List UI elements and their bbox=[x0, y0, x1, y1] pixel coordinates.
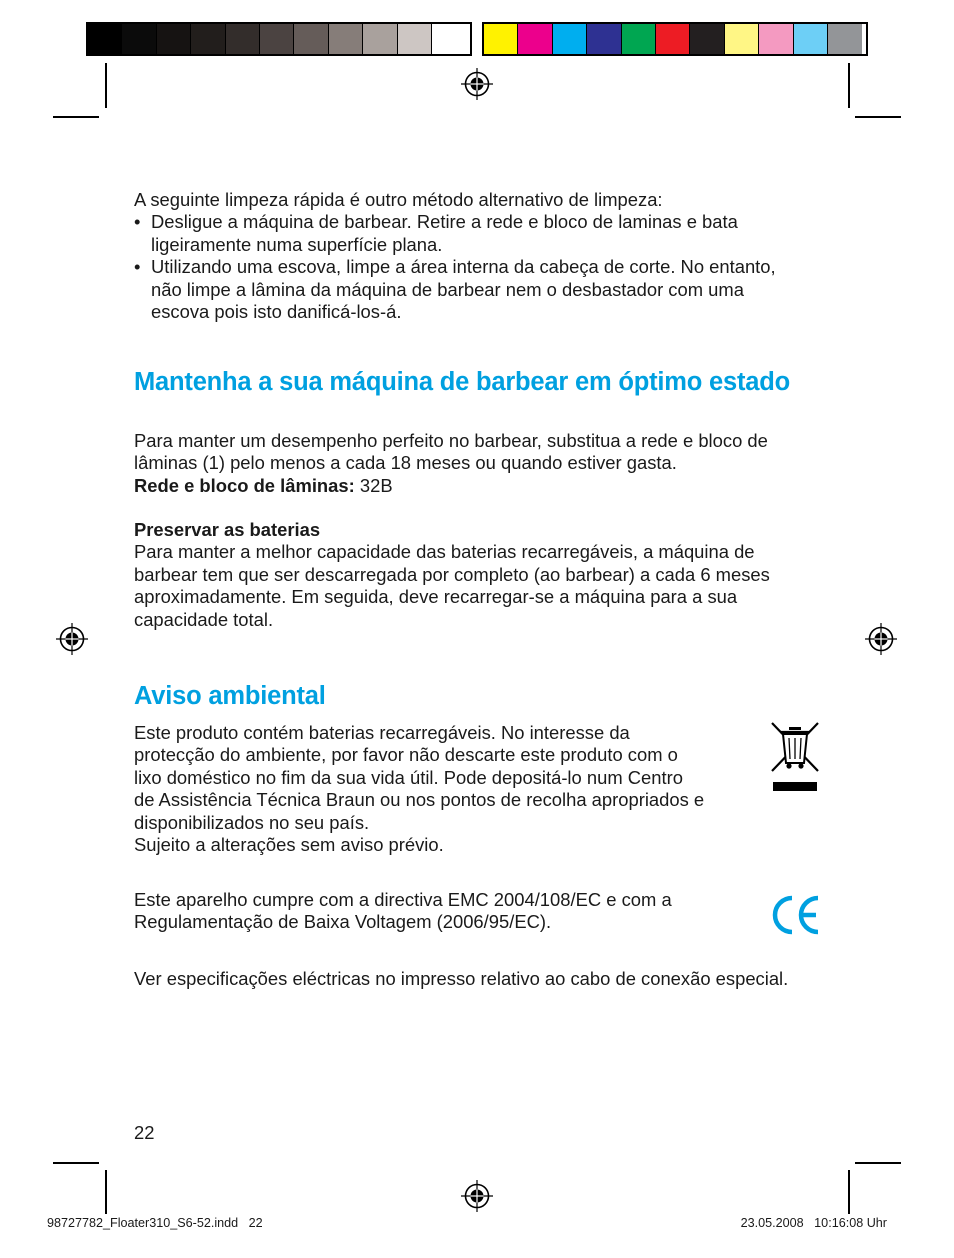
crop-mark bbox=[848, 63, 850, 108]
environment-section bbox=[134, 722, 706, 856]
color-swatch bbox=[553, 24, 587, 54]
gray-swatch bbox=[363, 24, 397, 54]
part-label: Rede e bloco de lâminas: bbox=[134, 474, 355, 496]
crop-mark bbox=[848, 1170, 850, 1214]
battery-section bbox=[134, 519, 794, 631]
gray-swatch bbox=[88, 24, 122, 54]
maintenance-heading: Mantenha a sua máquina de barbear em óptimo estado bbox=[134, 368, 790, 396]
gray-swatch bbox=[157, 24, 191, 54]
environment-heading: Aviso ambiental bbox=[134, 682, 326, 710]
registration-mark-icon bbox=[55, 622, 89, 656]
registration-mark-icon bbox=[460, 67, 494, 101]
page-number: 22 bbox=[134, 1122, 155, 1143]
list-item: • Utilizando uma escova, limpe a área interna da cabeça de corte. No entanto, não limpe a lâmina da máquina de barbear nem o desbastador com uma escova pois isto danificá-los-á. bbox=[134, 256, 806, 323]
crop-mark bbox=[105, 63, 107, 108]
battery-title: Preservar as baterias bbox=[134, 519, 321, 540]
battery-paragraph: Para manter a melhor capacidade das baterias recarregáveis, a máquina de barbear tem que ser descarregada por completo (ao barbear) a cada 6 meses aproximadamente. Em seguida, deve recarregar-se a máquina para a sua capacidade total. bbox=[134, 541, 770, 630]
cleaning-intro: A seguinte limpeza rápida é outro método alternativo de limpeza: bbox=[134, 189, 663, 210]
color-swatch bbox=[794, 24, 828, 54]
cleaning-section bbox=[134, 189, 806, 323]
gray-swatch bbox=[260, 24, 294, 54]
registration-mark-icon bbox=[460, 1179, 494, 1213]
color-swatch bbox=[759, 24, 793, 54]
color-bar-grayscale bbox=[86, 22, 472, 56]
color-swatch bbox=[587, 24, 621, 54]
list-item: • Desligue a máquina de barbear. Retire a rede e bloco de laminas e bata ligeiramente numa superfície plana. bbox=[134, 211, 806, 256]
electrical-paragraph: Ver especificações eléctricas no impresso relativo ao cabo de conexão especial. bbox=[134, 968, 789, 989]
part-value: 32B bbox=[354, 474, 393, 496]
color-swatch bbox=[828, 24, 862, 54]
part-number-line bbox=[134, 475, 809, 497]
color-bar-process bbox=[482, 22, 868, 56]
registration-mark-icon bbox=[864, 622, 898, 656]
color-swatch bbox=[656, 24, 690, 54]
footer-filename: 98727782_Floater310_S6-52.indd 22 bbox=[47, 1216, 263, 1230]
crop-mark bbox=[105, 1170, 107, 1214]
crop-mark bbox=[53, 116, 99, 118]
color-swatch bbox=[622, 24, 656, 54]
gray-swatch bbox=[432, 24, 466, 54]
gray-swatch bbox=[294, 24, 328, 54]
footer-timestamp: 23.05.2008 10:16:08 Uhr bbox=[740, 1216, 887, 1230]
crop-mark bbox=[855, 116, 901, 118]
gray-swatch bbox=[226, 24, 260, 54]
crop-mark bbox=[855, 1162, 901, 1164]
compliance-section bbox=[134, 889, 724, 934]
ce-mark-icon bbox=[768, 892, 824, 938]
color-swatch bbox=[518, 24, 552, 54]
gray-swatch bbox=[122, 24, 156, 54]
color-swatch bbox=[690, 24, 724, 54]
crop-mark bbox=[53, 1162, 99, 1164]
maintenance-paragraph: Para manter um desempenho perfeito no barbear, substitua a rede e bloco de lâminas (1) pelo menos a cada 18 meses ou quando estiver gasta. bbox=[134, 430, 768, 474]
color-swatch bbox=[725, 24, 759, 54]
gray-swatch bbox=[329, 24, 363, 54]
color-swatch bbox=[484, 24, 518, 54]
weee-crossed-bin-icon bbox=[768, 721, 822, 793]
gray-swatch bbox=[398, 24, 432, 54]
environment-paragraph: Este produto contém baterias recarregáveis. No interesse da protecção do ambiente, por favor não descarte este produto com o lixo doméstico no fim da sua vida útil. Pode depositá-lo num Centro de Assistência Técnica Braun ou nos pontos de recolha apropriados e disponibilizados no seu país. bbox=[134, 722, 705, 833]
maintenance-section bbox=[134, 430, 809, 497]
notice-paragraph: Sujeito a alterações sem aviso prévio. bbox=[134, 834, 444, 856]
cleaning-steps bbox=[134, 211, 806, 323]
compliance-paragraph: Este aparelho cumpre com a directiva EMC 2004/108/EC e com a Regulamentação de Baixa Voltagem (2006/95/EC). bbox=[134, 889, 672, 933]
electrical-section bbox=[134, 968, 804, 990]
gray-swatch bbox=[191, 24, 225, 54]
